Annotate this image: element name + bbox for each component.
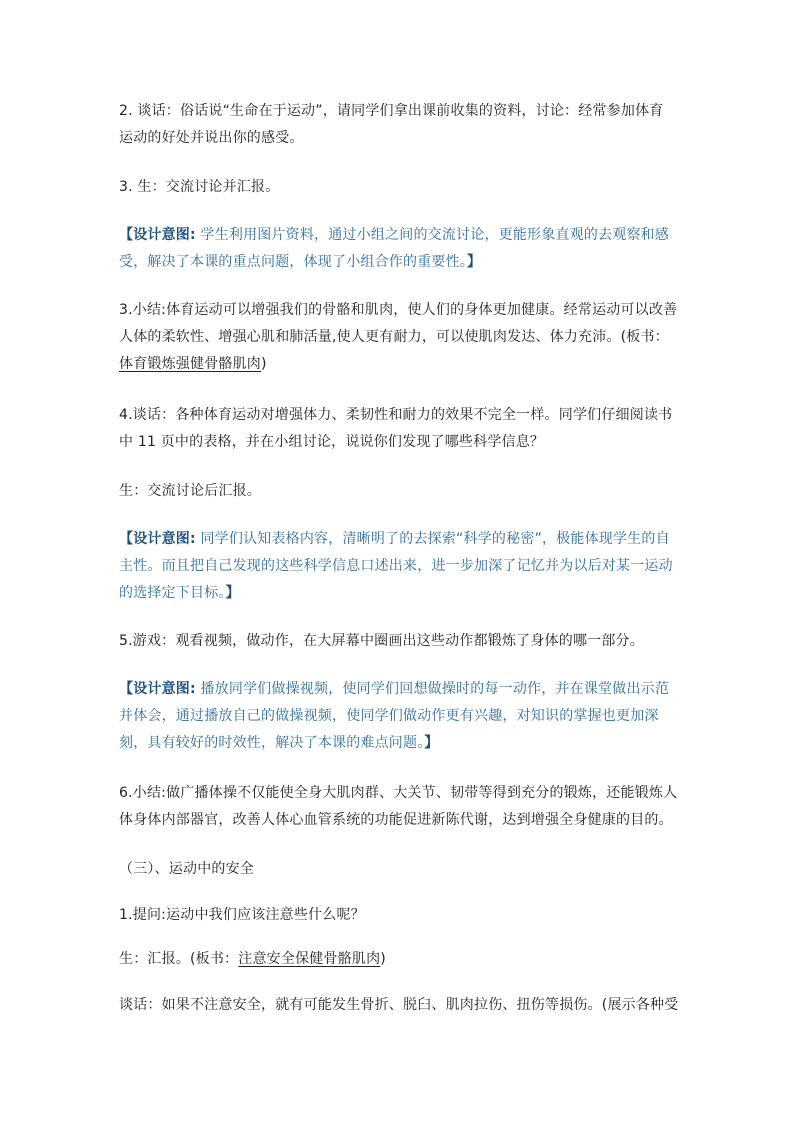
paragraph-summary-exercise-benefits — [119, 297, 679, 378]
design-intent-label: 设计意图: — [133, 227, 196, 243]
close-bracket: 】 — [467, 254, 482, 270]
close-bracket: 】 — [225, 585, 240, 601]
design-intent-label: 设计意图: — [133, 681, 196, 697]
text-line: 6.小结:做广播体操不仅能使全身大肌肉群、大关节、韧带等得到充分的锻炼，还能锻炼人 — [119, 785, 678, 801]
paragraph-question-safety — [119, 902, 679, 929]
design-intent-label: 设计意图: — [133, 531, 196, 547]
text-line — [119, 526, 679, 553]
text-line: 生：交流讨论后汇报。 — [119, 483, 261, 499]
text-line: 3. 生：交流讨论并汇报。 — [119, 179, 280, 195]
paragraph-discussion-life-in-motion — [119, 98, 679, 152]
text-line — [119, 676, 679, 703]
paragraph-game-video — [119, 628, 679, 655]
text-line: 4.谈话：各种体育运动对增强体力、柔韧性和耐力的效果不完全一样。同学们仔细阅读书 — [119, 407, 673, 423]
blackboard-note-underlined: 体育锻炼强健骨骼肌肉 — [119, 356, 261, 372]
text-line — [119, 730, 679, 757]
text-line: 主性。而且把自己发现的这些科学信息口述出来，进一步加深了记忆并为以后对某一运动 — [119, 558, 673, 574]
text-line: 体身体内部器官，改善人体心血管系统的功能促进新陈代谢，达到增强全身健康的目的。 — [119, 812, 673, 828]
text-run: 同学们认知表格内容，清晰明了的去探索“科学的秘密”，极能体现学生的自 — [195, 531, 670, 547]
text-line: 并体会，通过播放自己的做操视频，使同学们做动作更有兴趣，对知识的掌握也更加深 — [119, 708, 659, 724]
paragraph-student-report — [119, 174, 679, 201]
design-intent-note-2 — [119, 526, 679, 607]
text-run: 受，解决了本课的重点问题，体现了小组合作的重要性。 — [119, 254, 467, 270]
text-line: 1.提问:运动中我们应该注意些什么呢？ — [119, 907, 365, 923]
text-line: （三）、运动中的安全 — [119, 861, 254, 877]
section-heading-safety — [119, 856, 679, 883]
text-run: 的选择定下目标。 — [119, 585, 226, 601]
text-run: ) — [380, 951, 386, 967]
text-run: 播放同学们做操视频，使同学们回想做操时的每一动作，并在课堂做出示范 — [195, 681, 670, 697]
close-bracket: 】 — [424, 735, 439, 751]
open-bracket: 【 — [119, 681, 134, 697]
text-line: 中 11 页中的表格，并在小组讨论，说说你们发现了哪些科学信息？ — [119, 434, 545, 450]
paragraph-summary-broadcast-exercise — [119, 780, 679, 834]
open-bracket: 【 — [119, 531, 134, 547]
text-line: 运动的好处并说出你的感受。 — [119, 130, 304, 146]
text-line — [119, 249, 679, 276]
text-run: 刻，具有较好的时效性，解决了本课的难点问题。 — [119, 735, 425, 751]
text-line — [119, 351, 679, 378]
paragraph-student-report-3 — [119, 946, 679, 973]
text-line — [119, 580, 679, 607]
design-intent-note-3 — [119, 676, 679, 757]
paragraph-discussion-table — [119, 402, 679, 456]
text-line: 2. 谈话：俗话说“生命在于运动”，请同学们拿出课前收集的资料，讨论：经常参加体育 — [119, 103, 664, 119]
text-run: ) — [261, 356, 267, 372]
design-intent-note-1 — [119, 222, 679, 276]
blackboard-note-underlined: 注意安全保健骨骼肌肉 — [238, 951, 381, 967]
text-line: 3.小结:体育运动可以增强我们的骨骼和肌肉，使人们的身体更加健康。经常运动可以改善 — [119, 302, 678, 318]
text-line: 人体的柔软性、增强心肌和肺活量,使人更有耐力，可以使肌肉发达、体力充沛。(板书： — [119, 329, 669, 345]
text-line — [119, 222, 679, 249]
paragraph-student-report-2 — [119, 478, 679, 505]
text-run: 学生利用图片资料，通过小组之间的交流讨论，更能形象直观的去观察和感 — [195, 227, 670, 243]
text-line: 谈话：如果不注意安全，就有可能发生骨折、脱臼、肌肉拉伤、扭伤等损伤。(展示各种受 — [119, 997, 679, 1013]
paragraph-discussion-injuries — [119, 992, 679, 1019]
text-line: 5.游戏：观看视频，做动作，在大屏幕中圈画出这些动作都锻炼了身体的哪一部分。 — [119, 633, 644, 649]
text-run: 生：汇报。(板书： — [119, 951, 239, 967]
text-line — [119, 946, 679, 973]
open-bracket: 【 — [119, 227, 134, 243]
